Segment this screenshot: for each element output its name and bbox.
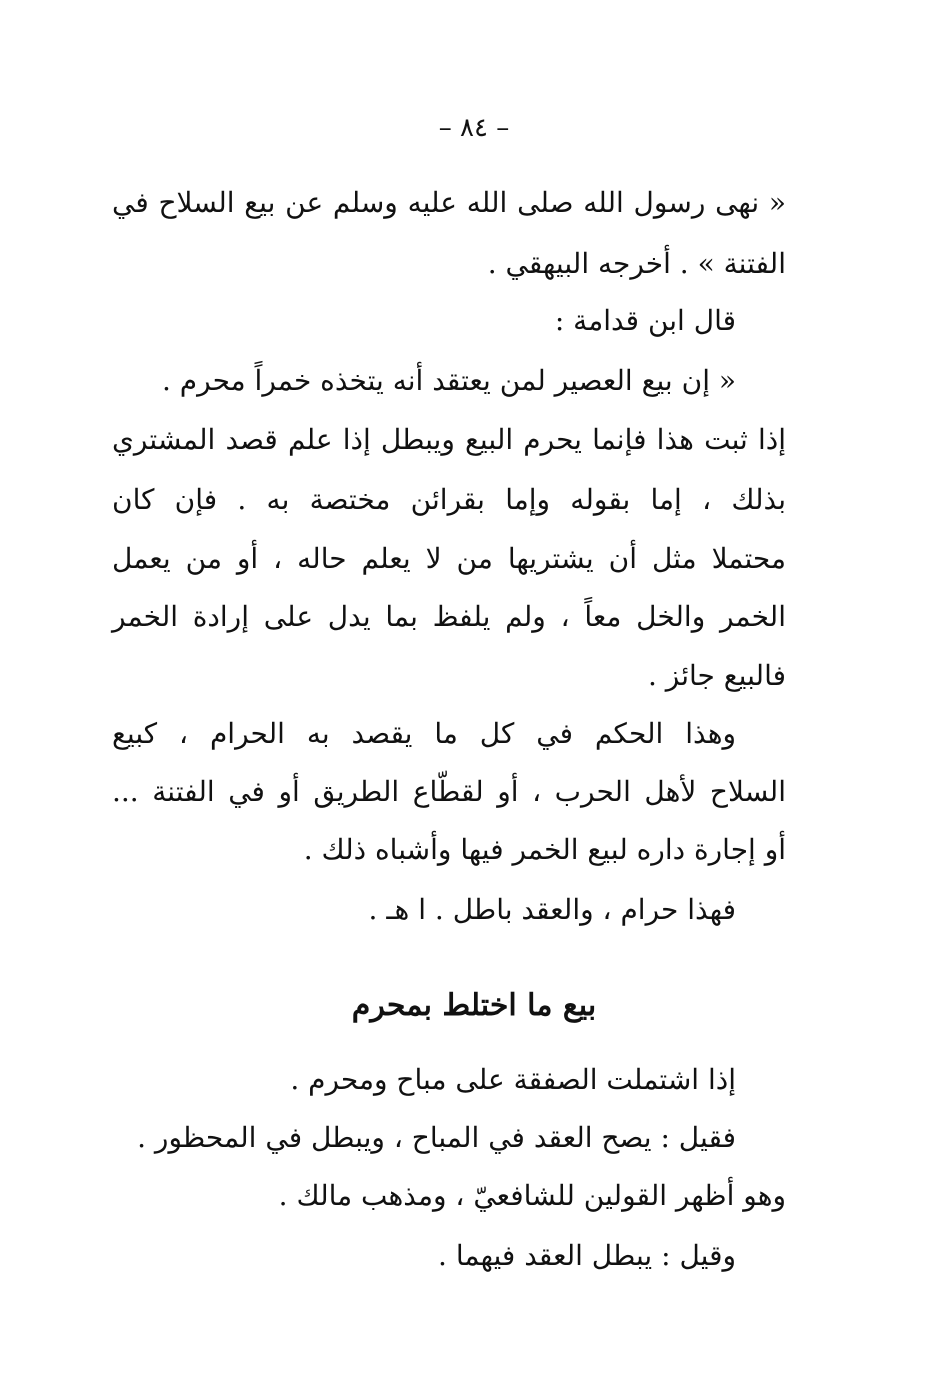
page-number: – ٨٤ – xyxy=(438,113,510,143)
text-line-10: وهذا الحكم في كل ما يقصد به الحرام ، كبيع xyxy=(112,717,736,750)
text-line-7: محتملا مثل أن يشتريها من لا يعلم حاله ، أو من يعمل xyxy=(112,542,786,575)
section-line-4: وقيل : يبطل العقد فيهما . xyxy=(438,1239,736,1272)
text-line-12: أو إجارة داره لبيع الخمر فيها وأشباه ذلك . xyxy=(303,833,786,866)
text-line-2: الفتنة » . أخرجه البيهقي . xyxy=(487,247,786,280)
section-line-3: وهو أظهر القولين للشافعيّ ، ومذهب مالك . xyxy=(278,1179,786,1212)
text-line-8: الخمر والخل معاً ، ولم يلفظ بما يدل على إرادة الخمر xyxy=(112,600,786,633)
text-line-3: قال ابن قدامة : xyxy=(554,304,736,337)
section-heading: بيع ما اختلط بمحرم xyxy=(351,988,597,1023)
section-line-2: فقيل : يصح العقد في المباح ، ويبطل في المحظور . xyxy=(137,1121,736,1154)
text-line-5: إذا ثبت هذا فإنما يحرم البيع ويبطل إذا علم قصد المشتري xyxy=(112,423,786,456)
text-line-9: فالبيع جائز . xyxy=(647,659,786,692)
text-line-1: « نهى رسول الله صلى الله عليه وسلم عن بيع السلاح في xyxy=(112,186,786,219)
section-line-1: إذا اشتملت الصفقة على مباح ومحرم . xyxy=(290,1063,736,1096)
text-line-4: « إن بيع العصير لمن يعتقد أنه يتخذه خمراً محرم . xyxy=(161,364,736,397)
text-line-6: بذلك ، إما بقوله وإما بقرائن مختصة به . فإن كان xyxy=(112,483,786,516)
text-line-11: السلاح لأهل الحرب ، أو لقطّاع الطريق أو في الفتنة ... xyxy=(112,775,786,808)
text-line-13: فهذا حرام ، والعقد باطل . ا هـ . xyxy=(368,893,736,926)
